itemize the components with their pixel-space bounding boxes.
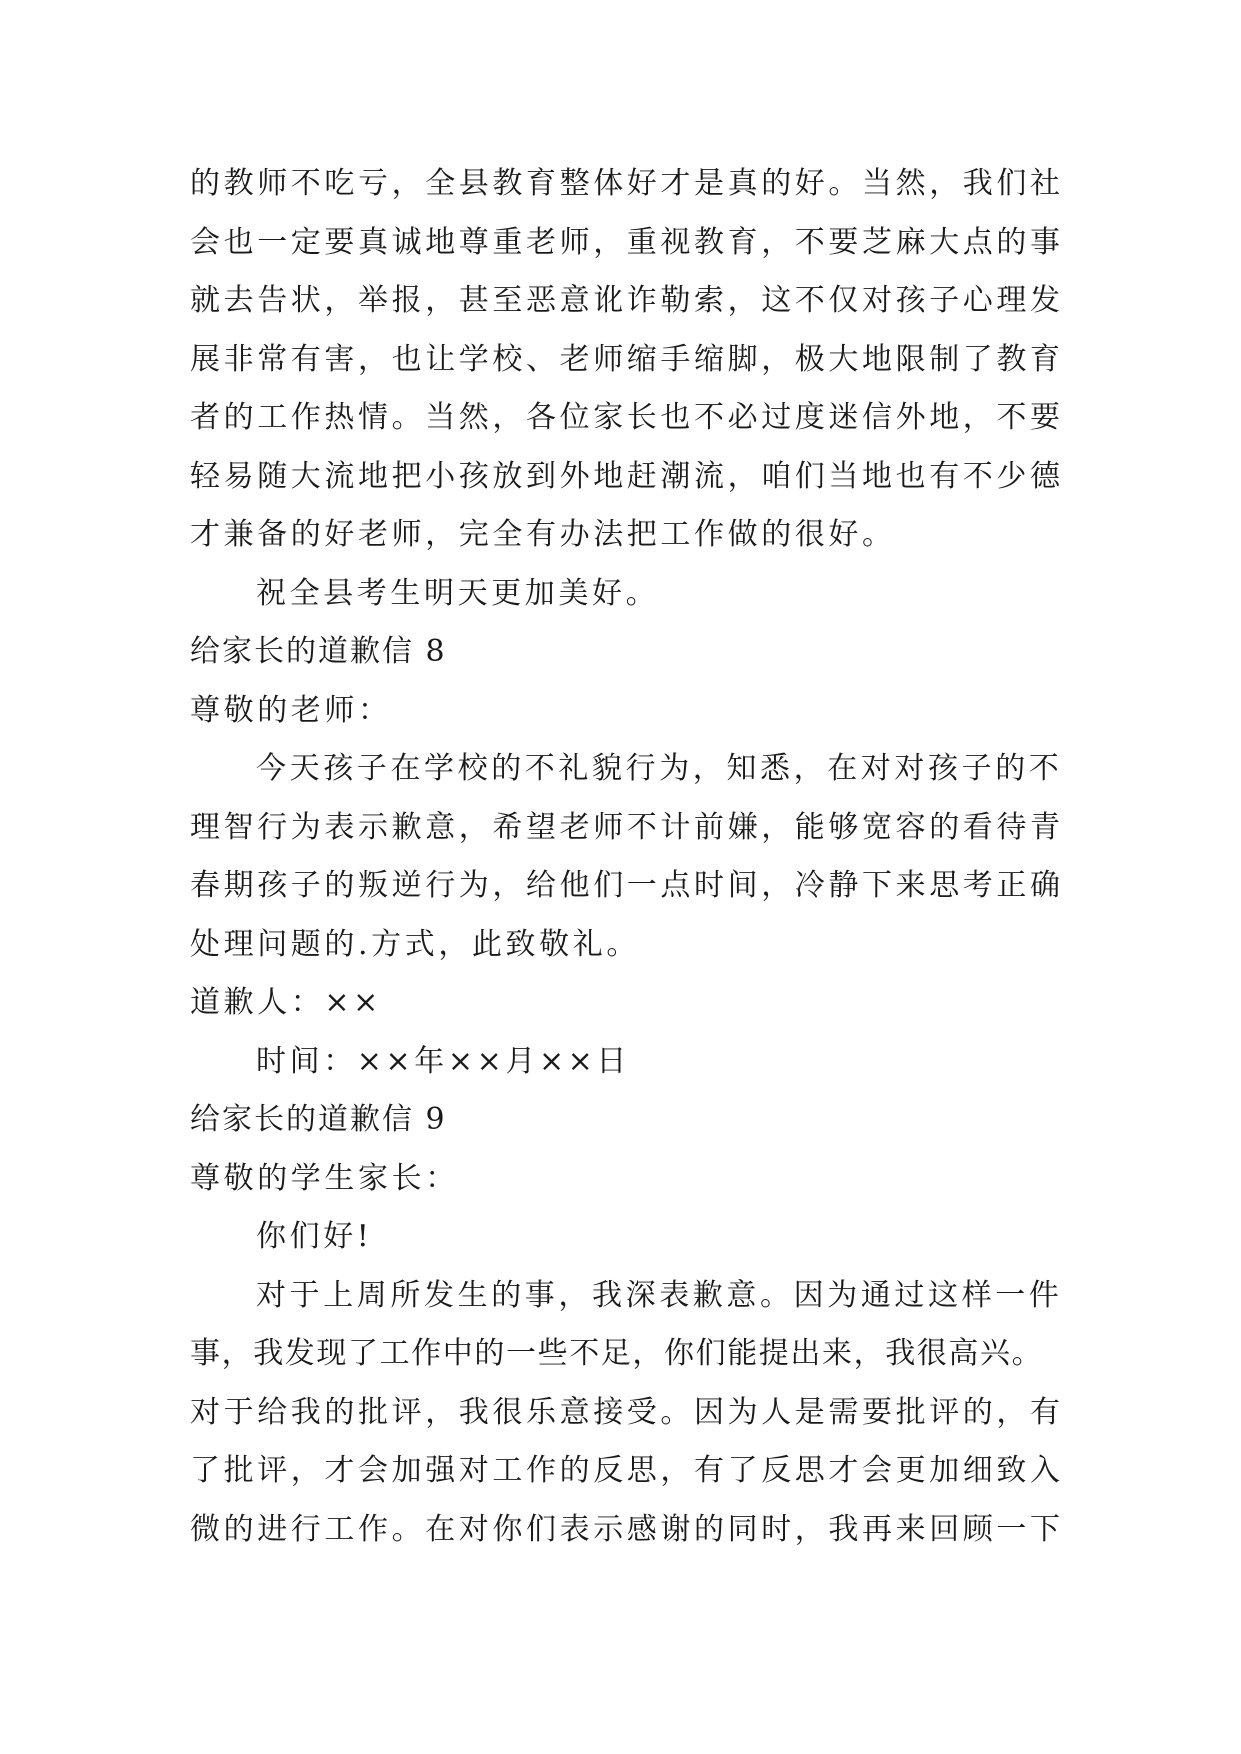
section-heading: 给家长的道歉信 8	[190, 634, 447, 669]
paragraph-line: 祝全县考生明天更加美好。	[256, 575, 660, 611]
signature-date: 时间：××年××月××日	[256, 1043, 631, 1079]
paragraph-line: 展非常有害，也让学校、老师缩手缩脚，极大地限制了教育	[190, 341, 1064, 377]
paragraph-line: 对于给我的批评，我很乐意接受。因为人是需要批评的，有	[190, 1394, 1064, 1430]
paragraph-line: 的教师不吃亏，全县教育整体好才是真的好。当然，我们社	[190, 166, 1064, 201]
paragraph-line: 事，我发现了工作中的一些不足，你们能提出来，我很高兴。	[190, 1336, 1044, 1371]
paragraph-line: 春期孩子的叛逆行为，给他们一点时间，冷静下来思考正确	[190, 868, 1064, 903]
paragraph-line: 理智行为表示歉意，希望老师不计前嫌，能够宽容的看待青	[190, 809, 1064, 845]
paragraph-line: 微的进行工作。在对你们表示感谢的同时，我再来回顾一下	[190, 1511, 1064, 1547]
paragraph-line: 轻易随大流地把小孩放到外地赶潮流，咱们当地也有不少德	[190, 458, 1064, 494]
salutation: 尊敬的老师：	[190, 692, 392, 728]
paragraph-line: 对于上周所发生的事，我深表歉意。因为通过这样一件	[256, 1277, 1063, 1313]
paragraph-line: 才兼备的好老师，完全有办法把工作做的很好。	[190, 517, 896, 552]
paragraph-line: 者的工作热情。当然，各位家长也不必过度迷信外地，不要	[190, 400, 1064, 435]
paragraph-line: 今天孩子在学校的不礼貌行为，知悉，在对对孩子的不	[256, 751, 1063, 786]
paragraph-line: 了批评，才会加强对工作的反思，有了反思才会更加细致入	[190, 1453, 1064, 1488]
document-page	[190, 155, 1070, 1559]
paragraph-line: 处理问题的.方式，此致敬礼。	[190, 926, 640, 962]
signature-name: 道歉人：××	[190, 985, 382, 1020]
section-heading: 给家长的道歉信 9	[190, 1102, 447, 1137]
salutation: 尊敬的学生家长：	[190, 1160, 459, 1196]
paragraph-line: 会也一定要真诚地尊重老师，重视教育，不要芝麻大点的事	[190, 224, 1064, 260]
greeting: 你们好!	[256, 1219, 373, 1254]
paragraph-line: 就去告状，举报，甚至恶意讹诈勒索，这不仅对孩子心理发	[190, 283, 1064, 318]
